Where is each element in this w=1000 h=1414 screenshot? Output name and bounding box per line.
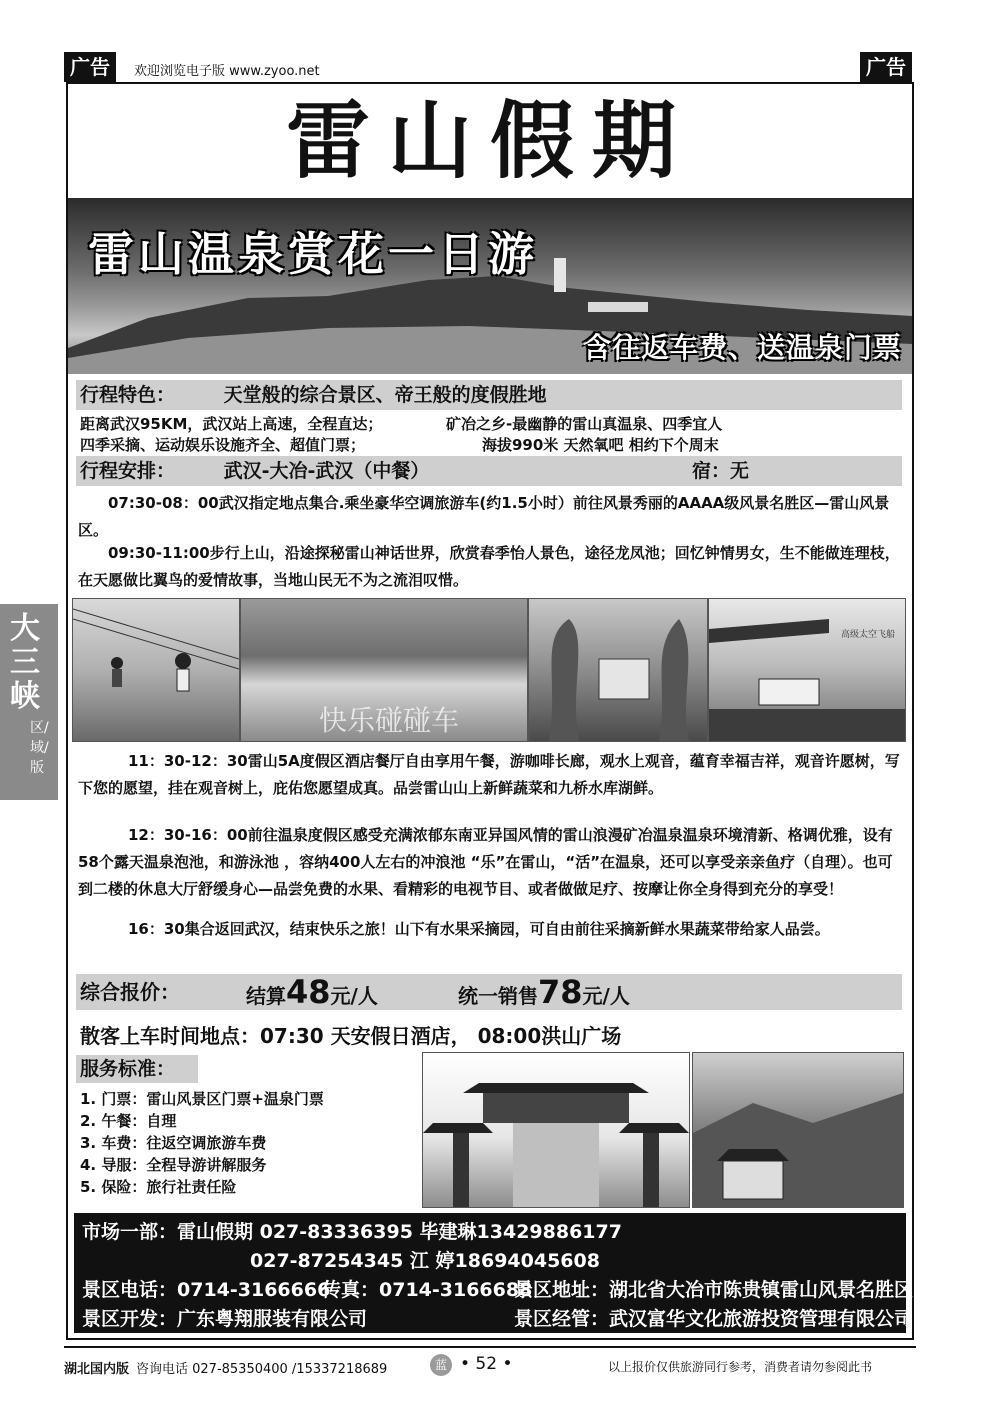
feature-line-1: 距离武汉95KM，武汉站上高速，全程直达； <box>80 415 383 433</box>
price-label: 综合报价： <box>80 980 180 1004</box>
footer-badge: 蓝 <box>430 1354 452 1376</box>
contact-panel <box>74 1213 914 1333</box>
footer-rule <box>64 1346 916 1348</box>
scenic-operator: 景区经管：武汉富华文化旅游投资管理有限公司 <box>514 1308 914 1330</box>
photo-zipline <box>72 598 240 742</box>
scenic-fax: 传真：0714-3166688 <box>322 1279 533 1301</box>
scenic-address: 景区地址：湖北省大冶市陈贵镇雷山风景名胜区 <box>514 1279 914 1301</box>
gate-icon <box>423 1053 689 1207</box>
contact-line-2: 027-87254345 江 婷18694045608 <box>250 1250 600 1272</box>
ride-icon <box>709 599 905 741</box>
retail-label: 统一销售 <box>458 984 538 1008</box>
photo-bumper-cars <box>240 598 528 742</box>
service-item: 3. 车费：往返空调旅游车费 <box>80 1134 267 1152</box>
schedule-p3: 11：30-12：30雷山5A度假区酒店餐厅自由享用午餐，游咖啡长廊，观水上观音，蕴育幸福吉祥，观音许愿树，写下您的愿望，挂在观音树上，庇佑您愿望成真。品尝雷山山上新鲜蔬菜和九桥水库湖鲜。 <box>78 752 900 797</box>
service-item: 1. 门票：雷山风景区门票+温泉门票 <box>80 1090 324 1108</box>
side-tab-title: 大三峡 <box>10 611 40 714</box>
retail-unit: 元/人 <box>582 984 630 1008</box>
service-list <box>80 1088 324 1198</box>
settle-unit: 元/人 <box>330 984 378 1008</box>
schedule-route: 武汉-大冶-武汉（中餐） <box>223 460 430 482</box>
photo-mountain-pavilion <box>692 1052 904 1208</box>
banner-subtitle: 含往返车费、送温泉门票 <box>582 331 902 364</box>
mountain-icon <box>693 1053 903 1207</box>
features-bar <box>76 380 902 410</box>
side-tab-subtitle: 区/域/版 <box>30 720 49 776</box>
site-url[interactable]: 欢迎浏览电子版 www.zyoo.net <box>134 64 320 79</box>
region-side-tab <box>0 604 58 800</box>
footer-edition: 湖北国内版 <box>64 1362 130 1377</box>
photo-paifang-gate <box>422 1052 690 1208</box>
service-item: 2. 午餐：自理 <box>80 1112 177 1130</box>
footer-disclaimer: 以上报价仅供旅游同行参考，消费者请勿参阅此书 <box>608 1360 873 1374</box>
feature-line-3: 四季采摘、运动娱乐设施齐全、超值门票； <box>80 436 366 454</box>
schedule-p4: 12：30-16：00前往温泉度假区感受充满浓郁东南亚异国风情的雷山浪漫矿冶温泉温泉环境清新、格调优雅，设有58个露天温泉泡池，和游泳池 ，容纳400人左右的冲浪池 “乐”在雷山，“活”在温泉，还可以享受亲亲鱼疗（自理）。也可到二楼的休息大厅舒缓身心—品尝免费的水果、看精彩的电视节目、或者做做足疗、按摩让你全身得到充分的享受！ <box>78 826 893 898</box>
photo-space-ship <box>708 598 906 742</box>
scenic-developer: 景区开发：广东粤翔服装有限公司 <box>82 1308 368 1330</box>
schedule-p1: 07:30-08：00武汉指定地点集合.乘坐豪华空调旅游车(约1.5小时）前往风景秀丽的AAAA级风景名胜区—雷山风景区。 <box>78 494 890 539</box>
schedule-stay: 宿：无 <box>692 460 750 482</box>
page-number: • 52 • <box>460 1354 513 1374</box>
scenic-phone: 景区电话：0714-3166666 <box>82 1279 331 1301</box>
schedule-label: 行程安排： <box>80 460 176 482</box>
tree-icon <box>529 599 707 741</box>
schedule-p5: 16：30集合返回武汉，结束快乐之旅！山下有水果采摘园，可自由前往采摘新鲜水果蔬菜带给家人品尝。 <box>128 920 830 938</box>
banner-title: 雷山温泉赏花一日游 <box>88 227 538 281</box>
pickup-info: 散客上车时间地点：07:30 天安假日酒店， 08:00洪山广场 <box>80 1024 622 1048</box>
service-item: 5. 保险：旅行社责任险 <box>80 1178 237 1196</box>
photo-caption: 高级太空飞船 <box>840 630 895 640</box>
ad-tag-right: 广告 <box>860 52 912 82</box>
feature-line-2: 矿冶之乡-最幽静的雷山真温泉、四季宜人 <box>446 415 723 433</box>
photo-watermark: 快乐碰碰车 <box>319 704 460 737</box>
schedule-bar <box>76 456 902 486</box>
schedule-p2: 09:30-11:00步行上山，沿途探秘雷山神话世界，欣赏春季怡人景色，途径龙凤池；回忆钟情男女，生不能做连理枝，在天愿做比翼鸟的爱情故事，当地山民无不为之流泪叹惜。 <box>78 544 900 589</box>
footer-phone: 咨询电话 027-85350400 /15337218689 <box>136 1362 388 1377</box>
ad-tag-left: 广告 <box>64 52 116 82</box>
features-value: 天堂般的综合景区、帝王般的度假胜地 <box>223 384 547 406</box>
service-item: 4. 导服：全程导游讲解服务 <box>80 1156 267 1174</box>
contact-line-1: 市场一部：雷山假期 027-83336395 毕建琳13429886177 <box>82 1221 622 1243</box>
feature-line-4: 海拔990米 天然氧吧 相约下个周末 <box>482 436 719 454</box>
photo-tree-gate <box>528 598 708 742</box>
retail-price: 78 <box>538 973 583 1011</box>
features-label: 行程特色： <box>80 384 176 406</box>
price-bar <box>76 974 902 1010</box>
settle-label: 结算 <box>246 984 286 1008</box>
zipline-icon <box>73 599 239 741</box>
settle-price: 48 <box>286 973 331 1011</box>
service-bar <box>76 1055 198 1083</box>
service-label: 服务标准： <box>80 1058 176 1080</box>
page-title: 雷山假期 <box>285 92 694 190</box>
